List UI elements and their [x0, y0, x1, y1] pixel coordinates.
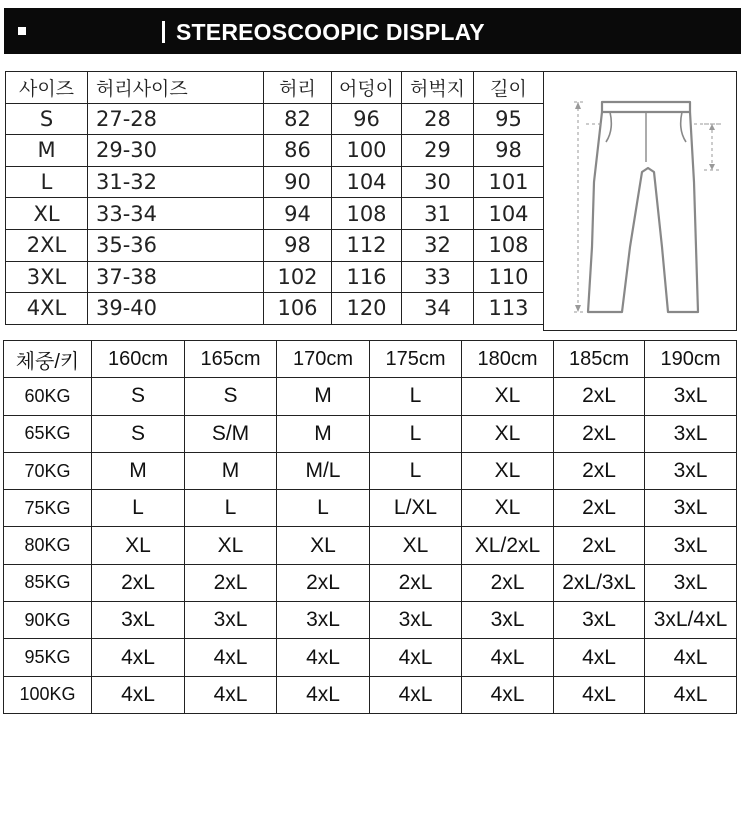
recommended-size-cell: 3xL — [462, 602, 554, 639]
measurement-cell: 113 — [474, 293, 544, 325]
weight-label-cell: 95KG — [4, 639, 92, 676]
recommended-size-cell: L — [370, 378, 462, 415]
size-table-header — [6, 72, 544, 104]
size-label-cell: M — [6, 135, 88, 167]
recommended-size-cell: XL — [462, 452, 554, 489]
recommended-size-cell: 2xL/3xL — [554, 564, 645, 601]
measurement-cell: 108 — [332, 198, 402, 230]
recommended-size-cell: M — [277, 378, 370, 415]
pants-measurement-icon — [544, 72, 735, 329]
banner-title: STEREOSCOOPIC DISPLAY — [176, 19, 485, 45]
recommended-size-cell: 3xL — [645, 490, 737, 527]
header-cell: 허리사이즈 — [88, 72, 264, 104]
recommended-size-cell: 3xL — [277, 602, 370, 639]
measurement-cell: 95 — [474, 103, 544, 135]
size-label-cell: 4XL — [6, 293, 88, 325]
recommended-size-cell: 4xL — [645, 639, 737, 676]
recommended-size-cell: XL — [462, 378, 554, 415]
recommended-size-cell: XL — [92, 527, 185, 564]
measurement-cell: 29-30 — [88, 135, 264, 167]
recommended-size-cell: 4xL — [277, 676, 370, 713]
measurement-cell: 96 — [332, 103, 402, 135]
header-cell: 길이 — [474, 72, 544, 104]
measurement-cell: 120 — [332, 293, 402, 325]
measurement-cell: 31 — [402, 198, 474, 230]
recommended-size-cell: 2xL — [185, 564, 277, 601]
weight-label-cell: 65KG — [4, 415, 92, 452]
measurement-cell: 86 — [264, 135, 332, 167]
recommended-size-cell: 4xL — [462, 639, 554, 676]
measurement-cell: 34 — [402, 293, 474, 325]
measurement-cell: 101 — [474, 166, 544, 198]
table-row — [6, 229, 544, 261]
size-label-cell: 2XL — [6, 229, 88, 261]
recommended-size-cell: 3xL — [554, 602, 645, 639]
table-row — [6, 198, 544, 230]
recommended-size-cell: M — [277, 415, 370, 452]
pants-diagram — [543, 71, 737, 331]
size-label-cell: XL — [6, 198, 88, 230]
measurement-cell: 94 — [264, 198, 332, 230]
recommended-size-cell: S/M — [185, 415, 277, 452]
height-header-cell: 185cm — [554, 341, 645, 378]
measurement-cell: 104 — [474, 198, 544, 230]
table-row — [6, 261, 544, 293]
recommended-size-cell: M/L — [277, 452, 370, 489]
recommended-size-cell: 4xL — [185, 676, 277, 713]
header-cell: 사이즈 — [6, 72, 88, 104]
table-row — [4, 490, 737, 527]
measurement-cell: 82 — [264, 103, 332, 135]
height-header-cell: 190cm — [645, 341, 737, 378]
fit-table-header — [4, 341, 737, 378]
measurement-cell: 28 — [402, 103, 474, 135]
measurement-cell: 90 — [264, 166, 332, 198]
table-row — [4, 378, 737, 415]
measurement-cell: 35-36 — [88, 229, 264, 261]
recommended-size-cell: 4xL — [370, 639, 462, 676]
recommended-size-cell: 3xL — [645, 527, 737, 564]
table-row — [4, 676, 737, 713]
height-header-cell: 170cm — [277, 341, 370, 378]
title-banner — [4, 8, 741, 54]
table-row — [4, 639, 737, 676]
measurement-cell: 102 — [264, 261, 332, 293]
corner-cell: 체중/키 — [4, 341, 92, 378]
recommended-size-cell: 4xL — [277, 639, 370, 676]
table-row — [4, 452, 737, 489]
recommended-size-cell: 2xL — [277, 564, 370, 601]
recommended-size-cell: L — [370, 415, 462, 452]
recommended-size-cell: 4xL — [92, 639, 185, 676]
measurement-cell: 33 — [402, 261, 474, 293]
recommended-size-cell: 3xL — [645, 452, 737, 489]
measurement-cell: 32 — [402, 229, 474, 261]
height-header-cell: 165cm — [185, 341, 277, 378]
weight-label-cell: 85KG — [4, 564, 92, 601]
recommended-size-cell: S — [92, 415, 185, 452]
square-bullet-icon — [18, 27, 26, 35]
measurement-cell: 98 — [264, 229, 332, 261]
measurement-cell: 104 — [332, 166, 402, 198]
recommended-size-cell: 4xL — [92, 676, 185, 713]
recommended-size-cell: 2xL — [554, 490, 645, 527]
recommended-size-cell: 3xL — [645, 564, 737, 601]
table-row — [4, 602, 737, 639]
size-label-cell: L — [6, 166, 88, 198]
recommended-size-cell: 2xL — [554, 378, 645, 415]
size-label-cell: S — [6, 103, 88, 135]
recommended-size-cell: S — [185, 378, 277, 415]
recommended-size-cell: M — [185, 452, 277, 489]
recommended-size-cell: 3xL — [185, 602, 277, 639]
measurement-cell: 33-34 — [88, 198, 264, 230]
weight-label-cell: 100KG — [4, 676, 92, 713]
recommended-size-cell: XL/2xL — [462, 527, 554, 564]
weight-label-cell: 70KG — [4, 452, 92, 489]
recommended-size-cell: 3xL — [645, 378, 737, 415]
measurement-cell: 98 — [474, 135, 544, 167]
table-row — [6, 103, 544, 135]
recommended-size-cell: 3xL — [92, 602, 185, 639]
weight-label-cell: 60KG — [4, 378, 92, 415]
measurement-cell: 29 — [402, 135, 474, 167]
weight-label-cell: 80KG — [4, 527, 92, 564]
measurement-cell: 100 — [332, 135, 402, 167]
measurement-cell: 27-28 — [88, 103, 264, 135]
recommended-size-cell: 2xL — [370, 564, 462, 601]
measurement-cell: 116 — [332, 261, 402, 293]
measurement-cell: 31-32 — [88, 166, 264, 198]
measurement-cell: 106 — [264, 293, 332, 325]
height-header-cell: 180cm — [462, 341, 554, 378]
measurement-cell: 37-38 — [88, 261, 264, 293]
recommended-size-cell: 3xL — [645, 415, 737, 452]
recommended-size-cell: 4xL — [645, 676, 737, 713]
recommended-size-cell: L — [370, 452, 462, 489]
measurement-cell: 39-40 — [88, 293, 264, 325]
table-row — [6, 166, 544, 198]
recommended-size-cell: 2xL — [554, 527, 645, 564]
fit-table — [3, 340, 737, 714]
weight-label-cell: 75KG — [4, 490, 92, 527]
recommended-size-cell: XL — [185, 527, 277, 564]
recommended-size-cell: 4xL — [462, 676, 554, 713]
recommended-size-cell: 4xL — [370, 676, 462, 713]
measurement-cell: 112 — [332, 229, 402, 261]
header-cell: 허리 — [264, 72, 332, 104]
recommended-size-cell: XL — [370, 527, 462, 564]
recommended-size-cell: 4xL — [185, 639, 277, 676]
divider-bar — [162, 21, 165, 43]
measurement-cell: 30 — [402, 166, 474, 198]
measurement-cell: 108 — [474, 229, 544, 261]
recommended-size-cell: S — [92, 378, 185, 415]
recommended-size-cell: 2xL — [554, 452, 645, 489]
size-label-cell: 3XL — [6, 261, 88, 293]
header-cell: 어덩이 — [332, 72, 402, 104]
recommended-size-cell: 4xL — [554, 639, 645, 676]
recommended-size-cell: L/XL — [370, 490, 462, 527]
size-table — [5, 71, 544, 325]
recommended-size-cell: XL — [277, 527, 370, 564]
table-row — [6, 293, 544, 325]
table-row — [4, 415, 737, 452]
height-header-cell: 160cm — [92, 341, 185, 378]
recommended-size-cell: M — [92, 452, 185, 489]
recommended-size-cell: 2xL — [554, 415, 645, 452]
table-row — [6, 135, 544, 167]
recommended-size-cell: XL — [462, 415, 554, 452]
recommended-size-cell: 2xL — [462, 564, 554, 601]
recommended-size-cell: XL — [462, 490, 554, 527]
table-row — [4, 527, 737, 564]
recommended-size-cell: L — [277, 490, 370, 527]
height-header-cell: 175cm — [370, 341, 462, 378]
weight-label-cell: 90KG — [4, 602, 92, 639]
recommended-size-cell: 4xL — [554, 676, 645, 713]
table-row — [4, 564, 737, 601]
recommended-size-cell: 3xL — [370, 602, 462, 639]
recommended-size-cell: 3xL/4xL — [645, 602, 737, 639]
recommended-size-cell: 2xL — [92, 564, 185, 601]
recommended-size-cell: L — [92, 490, 185, 527]
measurement-cell: 110 — [474, 261, 544, 293]
header-cell: 허벅지 — [402, 72, 474, 104]
recommended-size-cell: L — [185, 490, 277, 527]
